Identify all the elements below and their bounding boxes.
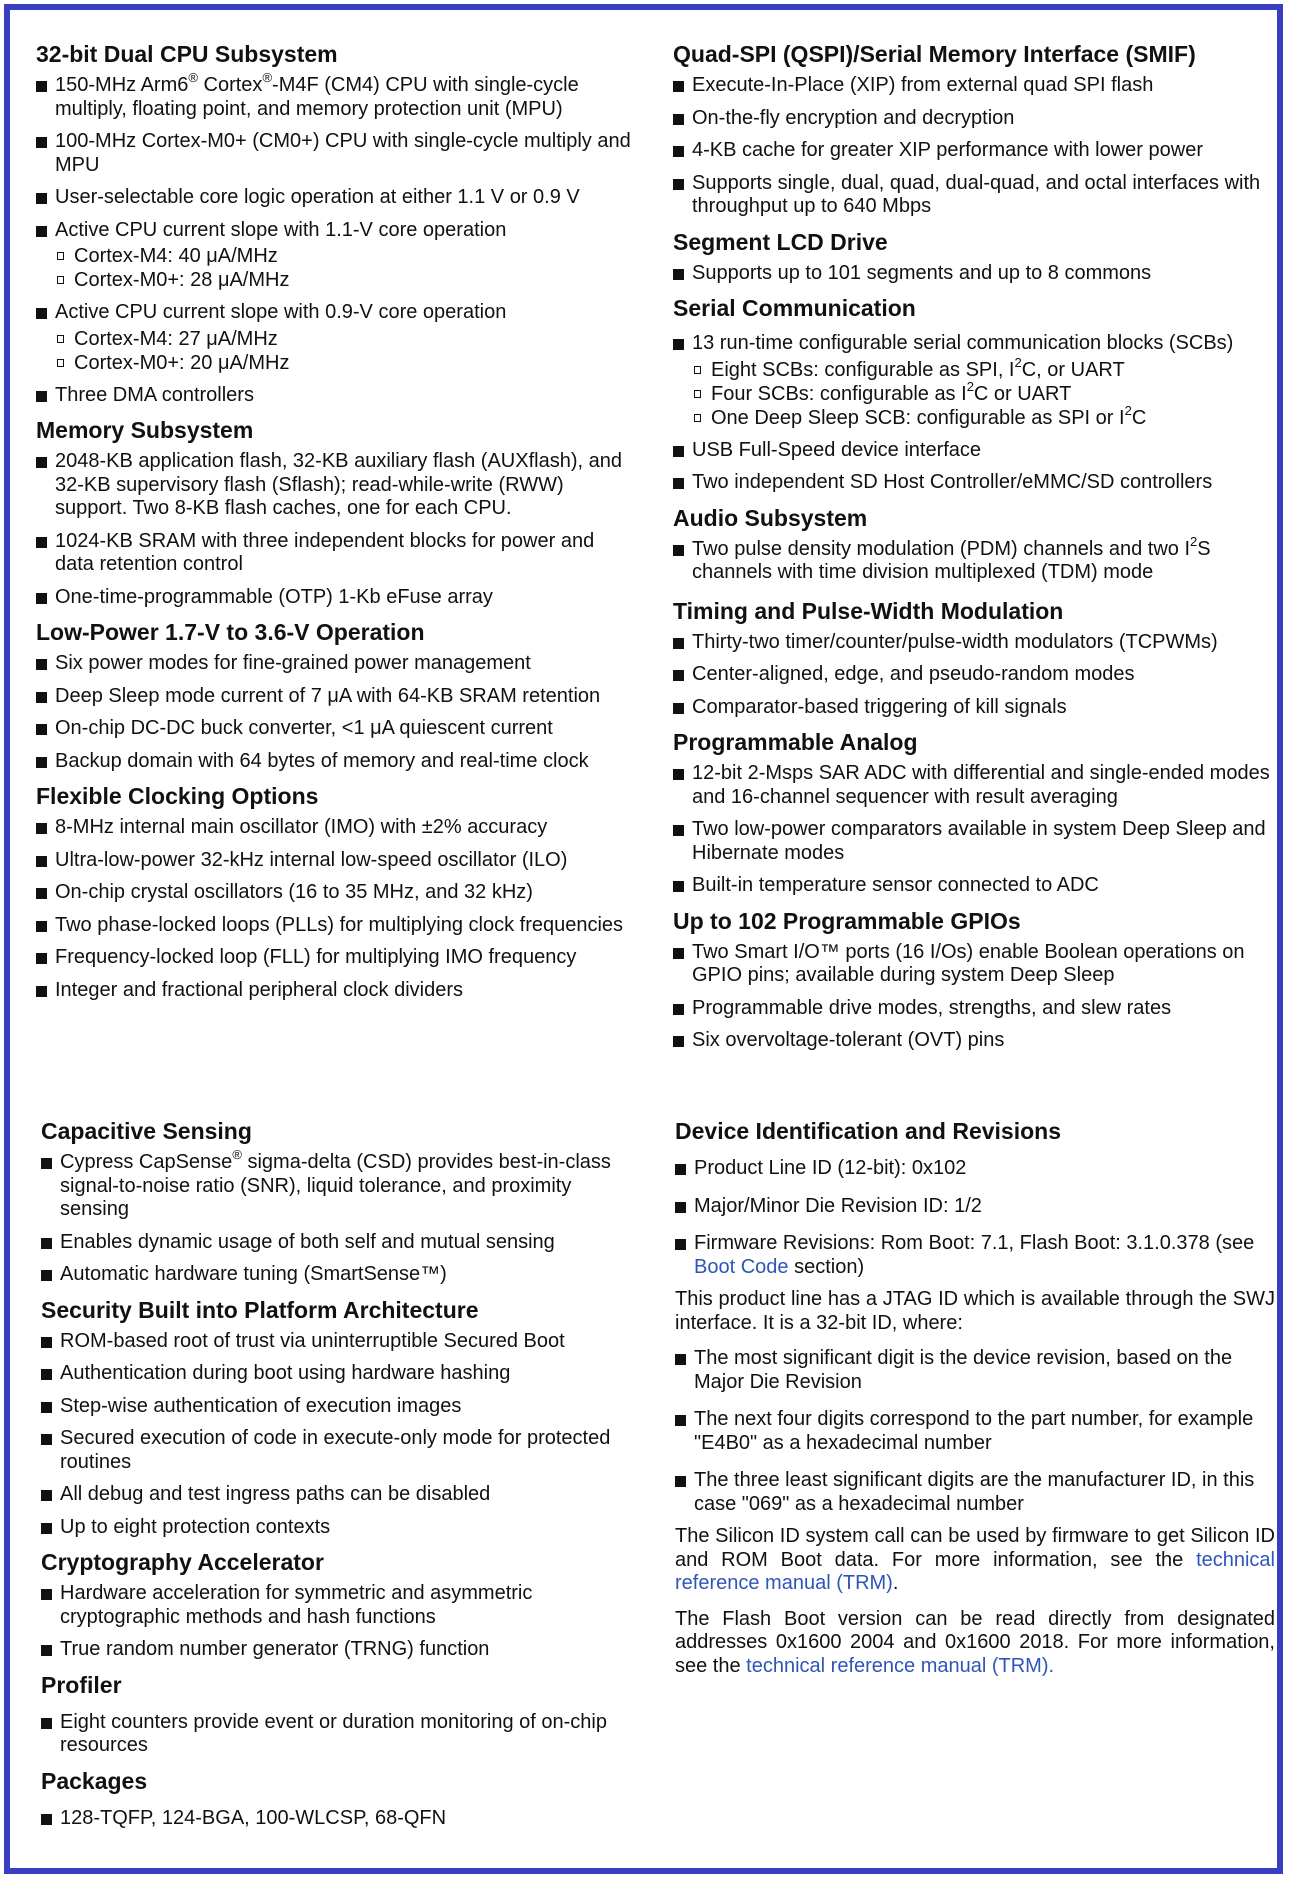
- section-heading: Up to 102 Programmable GPIOs: [673, 907, 1021, 934]
- list-item: Programmable drive modes, strengths, and slew rates: [673, 997, 1273, 1021]
- list-item: 13 run-time configurable serial communication blocks (SCBs) Eight SCBs: configurable as SPI, $I^2C$, or UART Four SCBs: configurable as $I^2C$ or UART One Deep Sleep SCB: configurable as SPI or $I^2C$: [673, 332, 1273, 430]
- section-qspi: [673, 40, 1273, 219]
- list-item: Two phase-locked loops (PLLs) for multiplying clock frequencies: [36, 914, 636, 938]
- list-item: Cypress CapSense® sigma-delta (CSD) provides best-in-class signal-to-noise ratio (SNR), liquid tolerance, and proximity sensing: [41, 1151, 641, 1222]
- section-heading: Audio Subsystem: [673, 504, 868, 531]
- right-column-bottom: [675, 1117, 1275, 1690]
- section-audio: [673, 504, 1273, 585]
- list-item: On-the-fly encryption and decryption: [673, 107, 1273, 131]
- list-item: Execute-In-Place (XIP) from external quad SPI flash: [673, 74, 1273, 98]
- list-item: Hardware acceleration for symmetric and asymmetric cryptographic methods and hash functions: [41, 1582, 641, 1629]
- section-security: [41, 1296, 641, 1540]
- sub-list-item: One Deep Sleep SCB: configurable as SPI or $I^2C$: [692, 406, 1273, 430]
- list-item: 100-MHz Cortex-M0+ (CM0+) CPU with single-cycle multiply and MPU: [36, 130, 636, 177]
- list-item: Active CPU current slope with 1.1-V core operation Cortex-M4: 40 μA/MHz Cortex-M0+: 28 μA/MHz: [36, 219, 636, 293]
- section-heading: Timing and Pulse-Width Modulation: [673, 597, 1064, 624]
- list-item: The three least significant digits are the manufacturer ID, in this case "069" as a hexadecimal number: [675, 1469, 1275, 1516]
- list-item: One-time-programmable (OTP) 1-Kb eFuse array: [36, 586, 636, 610]
- section-heading: Segment LCD Drive: [673, 228, 888, 255]
- section-gpio: [673, 907, 1273, 1053]
- list-item: Six power modes for fine-grained power management: [36, 652, 636, 676]
- list-item: Automatic hardware tuning (SmartSense™): [41, 1263, 641, 1287]
- list-item: Built-in temperature sensor connected to ADC: [673, 874, 1273, 898]
- section-memory: [36, 416, 636, 609]
- paragraph: The Flash Boot version can be read directly from designated addresses 0x1600 2004 and 0x1600 2018. For more information, see the technical reference manual (TRM).: [675, 1607, 1275, 1677]
- sub-list-item: Cortex-M0+: 28 μA/MHz: [55, 268, 636, 292]
- list-item: 1024-KB SRAM with three independent blocks for power and data retention control: [36, 530, 636, 577]
- list-item: Frequency-locked loop (FLL) for multiplying IMO frequency: [36, 946, 636, 970]
- list-item: Six overvoltage-tolerant (OVT) pins: [673, 1029, 1273, 1053]
- section-serial: [673, 294, 1273, 495]
- section-device-id: [675, 1117, 1275, 1678]
- left-column-top: [36, 40, 636, 1011]
- section-timing: [673, 597, 1273, 720]
- list-item: Active CPU current slope with 0.9-V core operation Cortex-M4: 27 μA/MHz Cortex-M0+: 20 μA/MHz: [36, 301, 636, 375]
- right-column-top: [673, 40, 1273, 1062]
- list-item: Eight counters provide event or duration monitoring of on-chip resources: [41, 1711, 641, 1758]
- section-heading: Profiler: [41, 1671, 122, 1698]
- sub-list-item: Cortex-M0+: 20 μA/MHz: [55, 351, 636, 375]
- section-heading: Packages: [41, 1767, 148, 1794]
- section-crypto: [41, 1548, 641, 1662]
- list-item: Three DMA controllers: [36, 384, 636, 408]
- list-item: Supports up to 101 segments and up to 8 commons: [673, 262, 1273, 286]
- list-item: Product Line ID (12-bit): 0x102: [675, 1157, 1275, 1181]
- list-item: Enables dynamic usage of both self and mutual sensing: [41, 1231, 641, 1255]
- section-heading: 32-bit Dual CPU Subsystem: [36, 41, 338, 67]
- list-item: Backup domain with 64 bytes of memory and real-time clock: [36, 750, 636, 774]
- list-item: Deep Sleep mode current of 7 μA with 64-KB SRAM retention: [36, 685, 636, 709]
- list-item: The next four digits correspond to the part number, for example "E4B0" as a hexadecimal number: [675, 1408, 1275, 1455]
- section-heading: Quad-SPI (QSPI)/Serial Memory Interface (SMIF): [673, 41, 1196, 67]
- section-heading: Low-Power 1.7-V to 3.6-V Operation: [36, 619, 425, 645]
- paragraph: This product line has a JTAG ID which is available through the SWJ interface. It is a 32-bit ID, where:: [675, 1288, 1275, 1334]
- list-item: Ultra-low-power 32-kHz internal low-speed oscillator (ILO): [36, 849, 636, 873]
- list-item: Two independent SD Host Controller/eMMC/SD controllers: [673, 471, 1273, 495]
- section-heading: Cryptography Accelerator: [41, 1549, 324, 1575]
- list-item: All debug and test ingress paths can be disabled: [41, 1483, 641, 1507]
- list-item: Thirty-two timer/counter/pulse-width modulators (TCPWMs): [673, 631, 1273, 655]
- list-item: Integer and fractional peripheral clock dividers: [36, 979, 636, 1003]
- list-item: Two pulse density modulation (PDM) channels and two $I^2S$ channels with time division multiplexed (TDM) mode: [673, 538, 1273, 585]
- list-item: ROM-based root of trust via uninterruptible Secured Boot: [41, 1330, 641, 1354]
- list-item: Up to eight protection contexts: [41, 1516, 641, 1540]
- list-item: 150-MHz Arm6® Cortex®-M4F (CM4) CPU with single-cycle multiply, floating point, and memory protection unit (MPU): [36, 74, 636, 121]
- section-packages: [41, 1767, 641, 1831]
- list-item: True random number generator (TRNG) function: [41, 1638, 641, 1662]
- section-dual-cpu: [36, 40, 636, 407]
- section-heading: Serial Communication: [673, 295, 916, 321]
- list-item: On-chip crystal oscillators (16 to 35 MHz, and 32 kHz): [36, 881, 636, 905]
- left-column-bottom: [41, 1117, 641, 1839]
- list-item: Center-aligned, edge, and pseudo-random modes: [673, 663, 1273, 687]
- list-item: User-selectable core logic operation at either 1.1 V or 0.9 V: [36, 186, 636, 210]
- list-item: 8-MHz internal main oscillator (IMO) with ±2% accuracy: [36, 816, 636, 840]
- list-item: Major/Minor Die Revision ID: 1/2: [675, 1195, 1275, 1219]
- section-clocking: [36, 782, 636, 1002]
- list-item: Secured execution of code in execute-only mode for protected routines: [41, 1427, 641, 1474]
- sub-list-item: Four SCBs: configurable as $I^2C$ or UART: [692, 382, 1273, 406]
- section-profiler: [41, 1671, 641, 1758]
- sub-list-item: Cortex-M4: 27 μA/MHz: [55, 327, 636, 351]
- boot-code-link[interactable]: Boot Code: [694, 1255, 789, 1278]
- list-item: 12-bit 2-Msps SAR ADC with differential and single-ended modes and 16-channel sequencer with result averaging: [673, 762, 1273, 809]
- section-low-power: [36, 618, 636, 773]
- section-lcd: [673, 228, 1273, 286]
- section-heading: Capacitive Sensing: [41, 1118, 252, 1144]
- list-item: Firmware Revisions: Rom Boot: 7.1, Flash Boot: 3.1.0.378 (see Boot Code section): [675, 1232, 1275, 1279]
- list-item: Two Smart I/O™ ports (16 I/Os) enable Boolean operations on GPIO pins; available during system Deep Sleep: [673, 941, 1273, 988]
- list-item: On-chip DC-DC buck converter, <1 μA quiescent current: [36, 717, 636, 741]
- section-analog: [673, 728, 1273, 898]
- section-heading: Device Identification and Revisions: [675, 1118, 1061, 1144]
- list-item: 4-KB cache for greater XIP performance with lower power: [673, 139, 1273, 163]
- paragraph: The Silicon ID system call can be used by firmware to get Silicon ID and ROM Boot data. For more information, see the technical reference manual (TRM).: [675, 1525, 1275, 1594]
- section-heading: Programmable Analog: [673, 729, 918, 755]
- sub-list-item: Cortex-M4: 40 μA/MHz: [55, 244, 636, 268]
- section-heading: Flexible Clocking Options: [36, 783, 319, 809]
- list-item: Supports single, dual, quad, dual-quad, and octal interfaces with throughput up to 640 Mbps: [673, 172, 1273, 219]
- trm-link[interactable]: technical reference manual (TRM): [675, 1548, 1275, 1594]
- section-heading: Memory Subsystem: [36, 417, 254, 443]
- section-heading: Security Built into Platform Architecture: [41, 1296, 479, 1323]
- sub-list-item: Eight SCBs: configurable as SPI, $I^2C$, or UART: [692, 358, 1273, 382]
- list-item: 128-TQFP, 124-BGA, 100-WLCSP, 68-QFN: [41, 1807, 641, 1831]
- trm-link[interactable]: technical reference manual (TRM).: [746, 1654, 1055, 1677]
- list-item: Step-wise authentication of execution images: [41, 1395, 641, 1419]
- list-item: Authentication during boot using hardware hashing: [41, 1362, 641, 1386]
- list-item: Comparator-based triggering of kill signals: [673, 696, 1273, 720]
- list-item: 2048-KB application flash, 32-KB auxiliary flash (AUXflash), and 32-KB supervisory flash (Sflash); read-while-write (RWW) support. Two 8-KB flash caches, one for each CPU.: [36, 450, 636, 521]
- section-capsense: [41, 1117, 641, 1287]
- list-item: USB Full-Speed device interface: [673, 439, 1273, 463]
- list-item: The most significant digit is the device revision, based on the Major Die Revision: [675, 1347, 1275, 1394]
- list-item: Two low-power comparators available in system Deep Sleep and Hibernate modes: [673, 818, 1273, 865]
